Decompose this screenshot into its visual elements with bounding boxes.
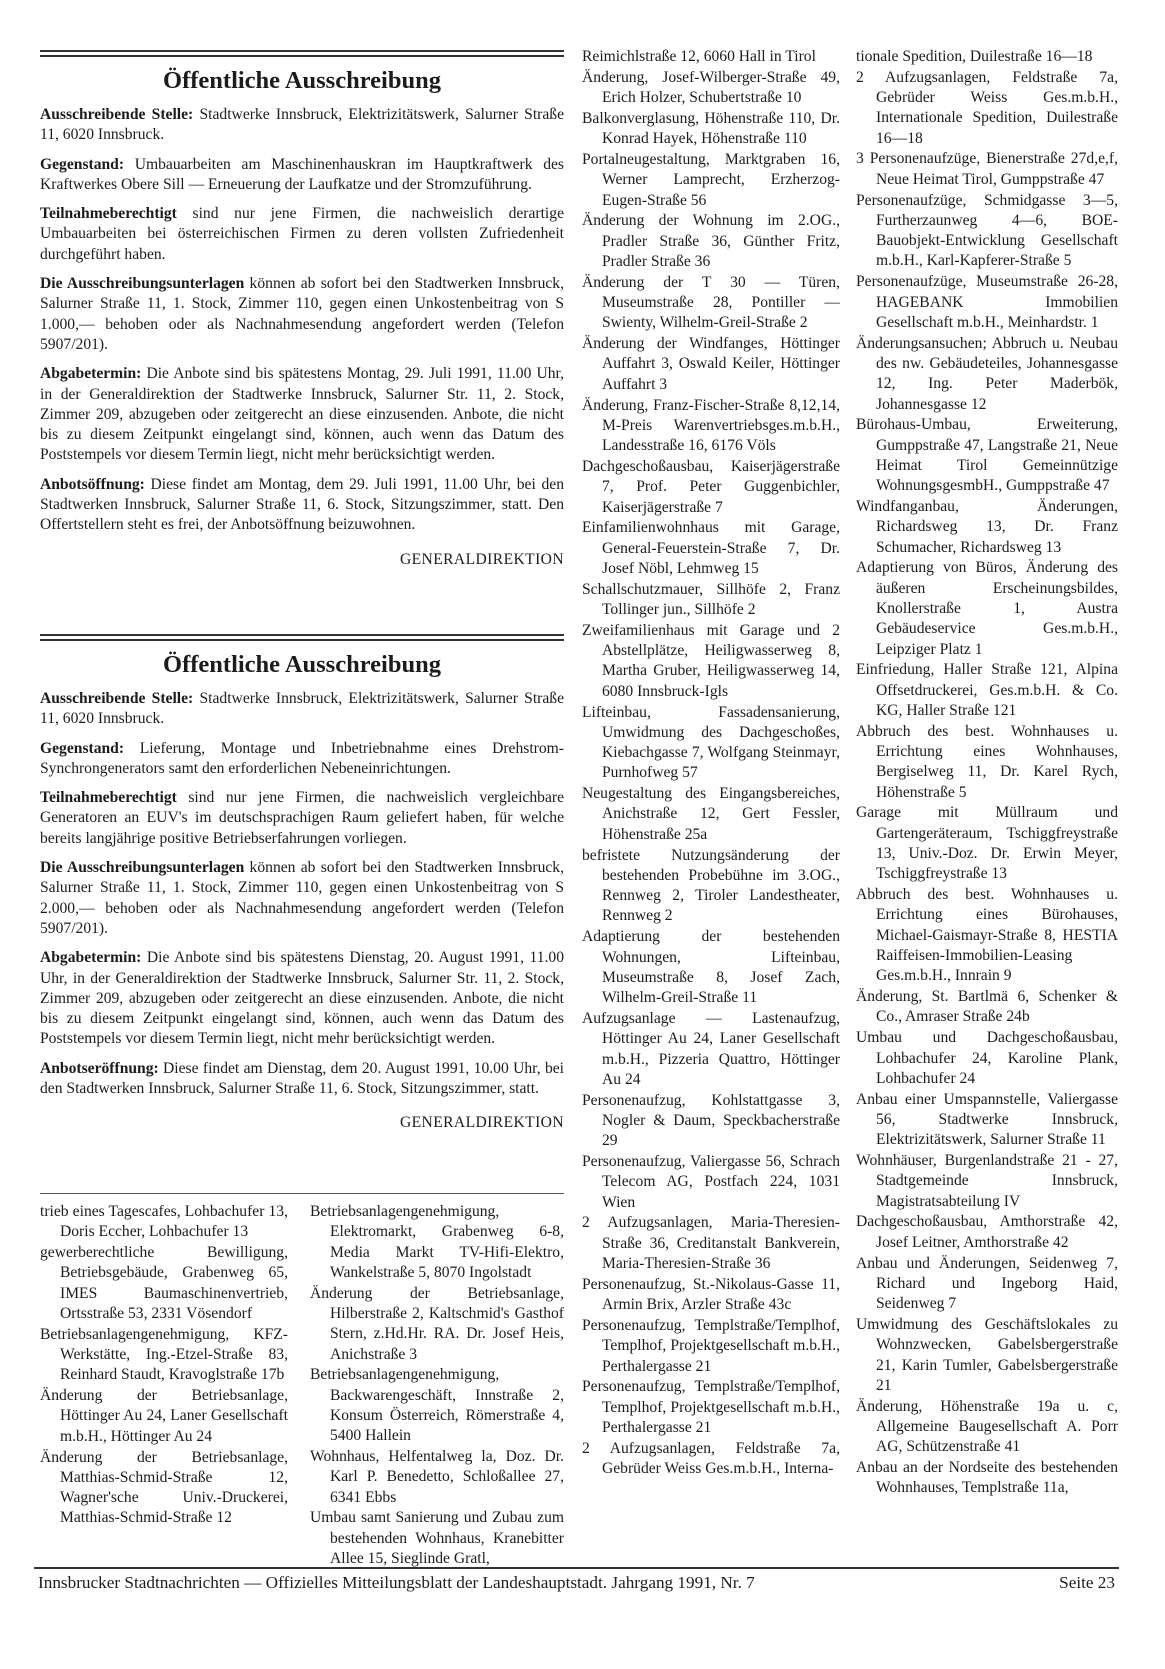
list-item: Wohnhaus, Helfentalweg la, Doz. Dr. Karl P. Benedetto, Schloßallee 27, 6341 Ebbs <box>310 1448 564 1506</box>
paragraph-label: Die Ausschreibungsunterlagen <box>40 859 245 877</box>
paragraph-text: Die Anbote sind bis spätestens Montag, 29. Juli 1991, 11.00 Uhr, in der Generaldirektion der Stadtwerke Innsbruck, Salurner Str. 11, 2. Stock, Zimmer 209, abzugeben oder zeitgerecht an diese einzusenden. Anbote, die nicht bis zu diesem Zeitpunkt eingelangt sind, können, auch wenn das Datum des Poststempels vor diesem Termin liegt, nicht mehr berücksichtigt werden. <box>40 365 564 464</box>
list-item: Personenaufzug, Kohlstattgasse 3, Nogler & Daum, Speckbacherstraße 29 <box>582 1091 840 1150</box>
column-3 <box>582 47 840 1480</box>
list-item: Balkonverglasung, Höhenstraße 110, Dr. Konrad Hayek, Höhenstraße 110 <box>582 109 840 148</box>
list-item: Adaptierung der bestehenden Wohnungen, Lifteinbau, Museumstraße 8, Josef Zach, Wilhelm-Greil-Straße 11 <box>582 928 840 1007</box>
list-item: Änderung der T 30 — Türen, Museumstraße 28, Pontiller — Swienty, Wilhelm-Greil-Straße 2 <box>582 273 840 332</box>
list-item: Portalneugestaltung, Marktgraben 16, Werner Lamprecht, Erzherzog-Eugen-Straße 56 <box>582 150 840 209</box>
notice-paragraph <box>40 1059 564 1100</box>
paragraph-label: Die Ausschreibungsunterlagen <box>40 275 245 293</box>
notice-paragraph <box>40 105 564 146</box>
column-bottom-middle <box>310 1202 564 1570</box>
list-item: 2 Aufzugsanlagen, Feldstraße 7a, Gebrüder Weiss Ges.m.b.H., Interna- <box>582 1439 840 1477</box>
list-item: tionale Spedition, Duilestraße 16—18 <box>856 48 1093 65</box>
list-item: Umbau samt Sanierung und Zubau zum bestehenden Wohnhaus, Kranebitter Allee 15, Sieglinde Gratl, <box>310 1509 564 1568</box>
list-item: Reimichlstraße 12, 6060 Hall in Tirol <box>582 48 816 65</box>
paragraph-label: Anbotsöffnung: <box>40 475 145 493</box>
list-item: Lifteinbau, Fassadensanierung, Umwidmung des Dachgeschoßes, Kiebachgasse 7, Wolfgang Steinmayr, Purnhofweg 57 <box>582 703 840 782</box>
paragraph-text: Lieferung, Montage und Inbetriebnahme eines Drehstrom-Synchrongenerators samt den erforderlichen Nebeneinrichtungen. <box>40 739 564 777</box>
list-item: Personenaufzüge, Museumstraße 26-28, HAGEBANK Immobilien Gesellschaft m.b.H., Meinhardstr. 1 <box>856 273 1118 331</box>
list-item: Anbau und Änderungen, Seidenweg 7, Richard und Ingeborg Haid, Seidenweg 7 <box>856 1254 1118 1313</box>
list-item: Änderung, Josef-Wilberger-Straße 49, Erich Holzer, Schubertstraße 10 <box>582 68 840 107</box>
list-item: gewerberechtliche Bewilligung, Betriebsgebäude, Grabenweg 65, IMES Baumaschinenvertrieb, Ortsstraße 53, 2331 Vösendorf <box>40 1244 288 1322</box>
list-item: Änderung der Wohnung im 2.OG., Pradler Straße 36, Günther Fritz, Pradler Straße 36 <box>582 212 840 270</box>
list-item: Änderungsansuchen; Abbruch u. Neubau des nw. Gebäudeteiles, Johannesgasse 12, Ing. Peter Maderbök, Johannesgasse 12 <box>856 334 1118 413</box>
tender-notice-1 <box>40 50 564 570</box>
double-rule <box>40 50 564 57</box>
list-item: Zweifamilienhaus mit Garage und 2 Abstellplätze, Heiligwasserweg 8, Martha Gruber, Heiligwasserweg 14, 6080 Innsbruck-Igls <box>582 621 840 700</box>
column-4 <box>856 47 1118 1499</box>
paragraph-label: Abgabetermin: <box>40 949 142 967</box>
list-item: Bürohaus-Umbau, Erweiterung, Gumppstraße 47, Langstraße 21, Neue Heimat Tirol Gemeinnützige WohnungsgesmbH., Gumppstraße 47 <box>856 416 1118 495</box>
notice-paragraph <box>40 274 564 355</box>
list-item: Aufzugsanlage — Lastenaufzug, Höttinger Au 24, Laner Gesellschaft m.b.H., Pizzeria Quattro, Höttinger Au 24 <box>582 1009 840 1088</box>
list-item: Betriebsanlagengenehmigung, Backwarengeschäft, Innstraße 2, Konsum Österreich, Römerstraße 4, 5400 Hallein <box>310 1366 564 1445</box>
list-item: Änderung der Betriebsanlage, Hilberstraße 2, Kaltschmid's Gasthof Stern, z.Hd.Hr. RA. Dr. Josef Heis, Anichstraße 3 <box>310 1284 564 1363</box>
notice-signature: GENERALDIREKTION <box>399 550 564 568</box>
paragraph-label: Teilnahmeberechtigt <box>40 789 177 807</box>
paragraph-text: Stadtwerke Innsbruck, Elektrizitätswerk, Salurner Straße 11, 6020 Innsbruck. <box>40 106 564 144</box>
paragraph-label: Anbotseröffnung: <box>40 1059 159 1077</box>
notice-signature: GENERALDIREKTION <box>399 1114 564 1132</box>
notice-paragraph <box>40 475 564 536</box>
notice-paragraph <box>40 364 564 465</box>
list-item: Anbau an der Nordseite des bestehenden Wohnhauses, Templstraße 11a, <box>856 1458 1118 1497</box>
list-item: Wohnhäuser, Burgenlandstraße 21 - 27, Stadtgemeinde Innsbruck, Magistratsabteilung IV <box>856 1152 1118 1210</box>
column-bottom-left <box>40 1202 288 1529</box>
section-rule <box>40 1193 564 1194</box>
paragraph-label: Teilnahmeberechtigt <box>40 205 177 223</box>
notice-title: Öffentliche Ausschreibung <box>163 651 441 678</box>
list-item: Umwidmung des Geschäftslokales zu Wohnzwecken, Gabelsbergerstraße 21, Karin Tumler, Gabelsbergerstraße 21 <box>856 1315 1118 1394</box>
list-item: Garage mit Müllraum und Gartengeräteraum, Tschiggfreystraße 13, Univ.-Doz. Dr. Erwin Meyer, Tschiggfreystraße 13 <box>856 804 1118 883</box>
list-item: Betriebsanlagengenehmigung, KFZ-Werkstätte, Ing.-Etzel-Straße 83, Reinhard Staudt, Kravoglstraße 17b <box>40 1325 288 1384</box>
notice-paragraph <box>40 689 564 730</box>
list-item: Änderung, Franz-Fischer-Straße 8,12,14, M-Preis Warenvertriebsges.m.b.H., Landesstraße 16, 6176 Völs <box>582 396 840 455</box>
list-item: Änderung, Höhenstraße 19a u. c, Allgemeine Baugesellschaft A. Porr AG, Schützenstraße 41 <box>856 1397 1118 1456</box>
paragraph-label: Ausschreibende Stelle: <box>40 106 194 123</box>
list-item: Personenaufzug, Templstraße/Templhof, Templhof, Projektgesellschaft m.b.H., Perthalergasse 21 <box>582 1316 840 1375</box>
list-item: Personenaufzug, Templstraße/Templhof, Templhof, Projektgesellschaft m.b.H., Perthalergasse 21 <box>582 1378 840 1436</box>
notice-title: Öffentliche Ausschreibung <box>163 67 441 94</box>
paragraph-text: Diese findet am Montag, dem 29. Juli 1991, 11.00 Uhr, bei den Stadtwerken Innsbruck, Salurner Straße 11, 6. Stock, Sitzungszimmer, statt. Den Offertstellern steht es frei, der Anbotsöffnung beizuwohnen. <box>40 475 564 534</box>
paragraph-label: Ausschreibende Stelle: <box>40 690 194 707</box>
list-item: 3 Personenaufzüge, Bienerstraße 27d,e,f, Neue Heimat Tirol, Gumppstraße 47 <box>856 150 1118 188</box>
list-item: trieb eines Tagescafes, Lohbachufer 13, Doris Eccher, Lohbachufer 13 <box>40 1203 288 1241</box>
list-item: Abbruch des best. Wohnhauses u. Errichtung eines Wohnhauses, Bergiselweg 11, Dr. Karel Rych, Höhenstraße 5 <box>856 722 1118 801</box>
tender-notice-2 <box>40 634 564 1133</box>
list-item: Änderung der Windfanges, Höttinger Auffahrt 3, Oswald Keiler, Höttinger Auffahrt 3 <box>582 335 840 393</box>
notice-paragraph <box>40 858 564 939</box>
notice-paragraph <box>40 739 564 780</box>
page-number: Seite 23 <box>1059 1573 1115 1592</box>
list-item: Änderung der Betriebsanlage, Höttinger Au 24, Laner Gesellschaft m.b.H., Höttinger Au 24 <box>40 1387 288 1445</box>
list-item: 2 Aufzugsanlagen, Feldstraße 7a, Gebrüder Weiss Ges.m.b.H., Internationale Spedition, Duilestraße 16—18 <box>856 68 1118 147</box>
list-item: Dachgeschoßausbau, Kaiserjägerstraße 7, Prof. Peter Guggenbichler, Kaiserjägerstraße 7 <box>582 457 840 516</box>
list-item: Personenaufzug, St.-Nikolaus-Gasse 11, Armin Brix, Arzler Straße 43c <box>582 1275 840 1314</box>
paragraph-label: Gegenstand: <box>40 739 125 757</box>
paragraph-text: Umbauarbeiten am Maschinenhauskran im Hauptkraftwerk des Kraftwerkes Obere Sill — Erneuerung der Laufkatze und der Stromzuführung. <box>40 155 564 193</box>
publication-line: Innsbrucker Stadtnachrichten — Offizielles Mitteilungsblatt der Landeshauptstadt. Jahrgang 1991, Nr. 7 <box>38 1573 755 1592</box>
list-item: Neugestaltung des Eingangsbereiches, Anichstraße 12, Gert Fessler, Höhenstraße 25a <box>582 785 840 843</box>
paragraph-text: Die Anbote sind bis spätestens Dienstag, 20. August 1991, 11.00 Uhr, in der Generaldirektion der Stadtwerke Innsbruck, Salurner Str. 11, 2. Stock, Zimmer 209, abzugeben oder zeitgerecht an diese einzusenden. Anbote, die nicht bis zu diesem Zeitpunkt eingelangt sind, können, auch wenn das Datum des Poststempels vor diesem Termin liegt, nicht mehr berücksichtigt werden. <box>40 949 564 1048</box>
list-item: Personenaufzüge, Schmidgasse 3—5, Furtherzaunweg 4—6, BOE-Bauobjekt-Entwicklung Gesellschaft m.b.H., Karl-Kapferer-Straße 5 <box>856 191 1118 270</box>
list-item: Abbruch des best. Wohnhauses u. Errichtung eines Bürohauses, Michael-Gaismayr-Straße 8, HESTIA Raiffeisen-Immobilien-Leasing Ges.m.b.H., Innrain 9 <box>856 886 1118 985</box>
list-item: Einfriedung, Haller Straße 121, Alpina Offsetdruckerei, Ges.m.b.H. & Co. KG, Haller Straße 121 <box>856 661 1118 719</box>
list-item: Windfanganbau, Änderungen, Richardsweg 13, Dr. Franz Schumacher, Richardsweg 13 <box>856 498 1118 556</box>
list-item: befristete Nutzungsänderung der bestehenden Probebühne im 3.OG., Rennweg 2, Tiroler Landestheater, Rennweg 2 <box>582 846 840 925</box>
list-item: Adaptierung von Büros, Änderung des äußeren Erscheinungsbildes, Knollerstraße 1, Austra Gebäudeservice Ges.m.b.H., Leipziger Platz 1 <box>856 559 1118 658</box>
list-item: Änderung der Betriebsanlage, Matthias-Schmid-Straße 12, Wagner'sche Univ.-Druckerei, Matthias-Schmid-Straße 12 <box>40 1448 288 1527</box>
list-item: Einfamilienwohnhaus mit Garage, General-Feuerstein-Straße 7, Dr. Josef Nöbl, Lehmweg 15 <box>582 519 840 577</box>
list-item: Schallschutzmauer, Sillhöfe 2, Franz Tollinger jun., Sillhöfe 2 <box>582 580 840 619</box>
list-item: Betriebsanlagengenehmigung, Elektromarkt, Grabenweg 6-8, Media Markt TV-Hifi-Elektro, Wankelstraße 5, 8070 Ingolstadt <box>310 1203 564 1281</box>
list-item: 2 Aufzugsanlagen, Maria-Theresien-Straße 36, Creditanstalt Bankverein, Maria-Theresien-Straße 36 <box>582 1214 840 1273</box>
double-rule <box>40 634 564 641</box>
notice-paragraph <box>40 155 564 196</box>
notice-paragraph <box>40 948 564 1049</box>
paragraph-text: können ab sofort bei den Stadtwerken Innsbruck, Salurner Straße 11, 1. Stock, Zimmer 110, gegen einen Unkostenbeitrag von S 2.000,— behoben oder als Nachnahmesendung angefordert werden (Telefon 5907/201). <box>40 859 564 937</box>
paragraph-text: können ab sofort bei den Stadtwerken Innsbruck, Salurner Straße 11, 1. Stock, Zimmer 110, gegen einen Unkostenbeitrag von S 1.000,— behoben oder als Nachnahmesendung angefordert werden (Telefon 5907/201). <box>40 275 564 353</box>
paragraph-text: Diese findet am Dienstag, dem 20. August 1991, 10.00 Uhr, bei den Stadtwerken Innsbruck, Salurner Straße 11, 6. Stock, Sitzungszimmer, statt. <box>40 1059 564 1098</box>
notice-paragraph <box>40 204 564 265</box>
list-item: Anbau einer Umspannstelle, Valiergasse 56, Stadtwerke Innsbruck, Elektrizitätswerk, Salurner Straße 11 <box>856 1090 1118 1149</box>
footer-rule <box>34 1567 1119 1569</box>
paragraph-label: Gegenstand: <box>40 155 125 173</box>
notice-paragraph <box>40 788 564 849</box>
paragraph-label: Abgabetermin: <box>40 365 142 383</box>
paragraph-text: Stadtwerke Innsbruck, Elektrizitätswerk, Salurner Straße 11, 6020 Innsbruck. <box>40 690 564 728</box>
list-item: Dachgeschoßausbau, Amthorstraße 42, Josef Leitner, Amthorstraße 42 <box>856 1213 1118 1251</box>
list-item: Änderung, St. Bartlmä 6, Schenker & Co., Amraser Straße 24b <box>856 988 1118 1026</box>
paragraph-text: sind nur jene Firmen, die nachweislich derartige Umbauarbeiten bei österreichischen Firmen zu deren vollsten Zufriedenheit durchgeführt haben. <box>40 205 564 263</box>
list-item: Umbau und Dachgeschoßausbau, Lohbachufer 24, Karoline Plank, Lohbachufer 24 <box>856 1029 1118 1087</box>
list-item: Personenaufzug, Valiergasse 56, Schrach Telecom AG, Postfach 224, 1031 Wien <box>582 1153 840 1211</box>
paragraph-text: sind nur jene Firmen, die nachweislich vergleichbare Generatoren an EUV's im deutschsprachigen Raum geliefert haben, für welche bereits langjährige positive Betriebserfahrungen vorliegen. <box>40 789 564 847</box>
